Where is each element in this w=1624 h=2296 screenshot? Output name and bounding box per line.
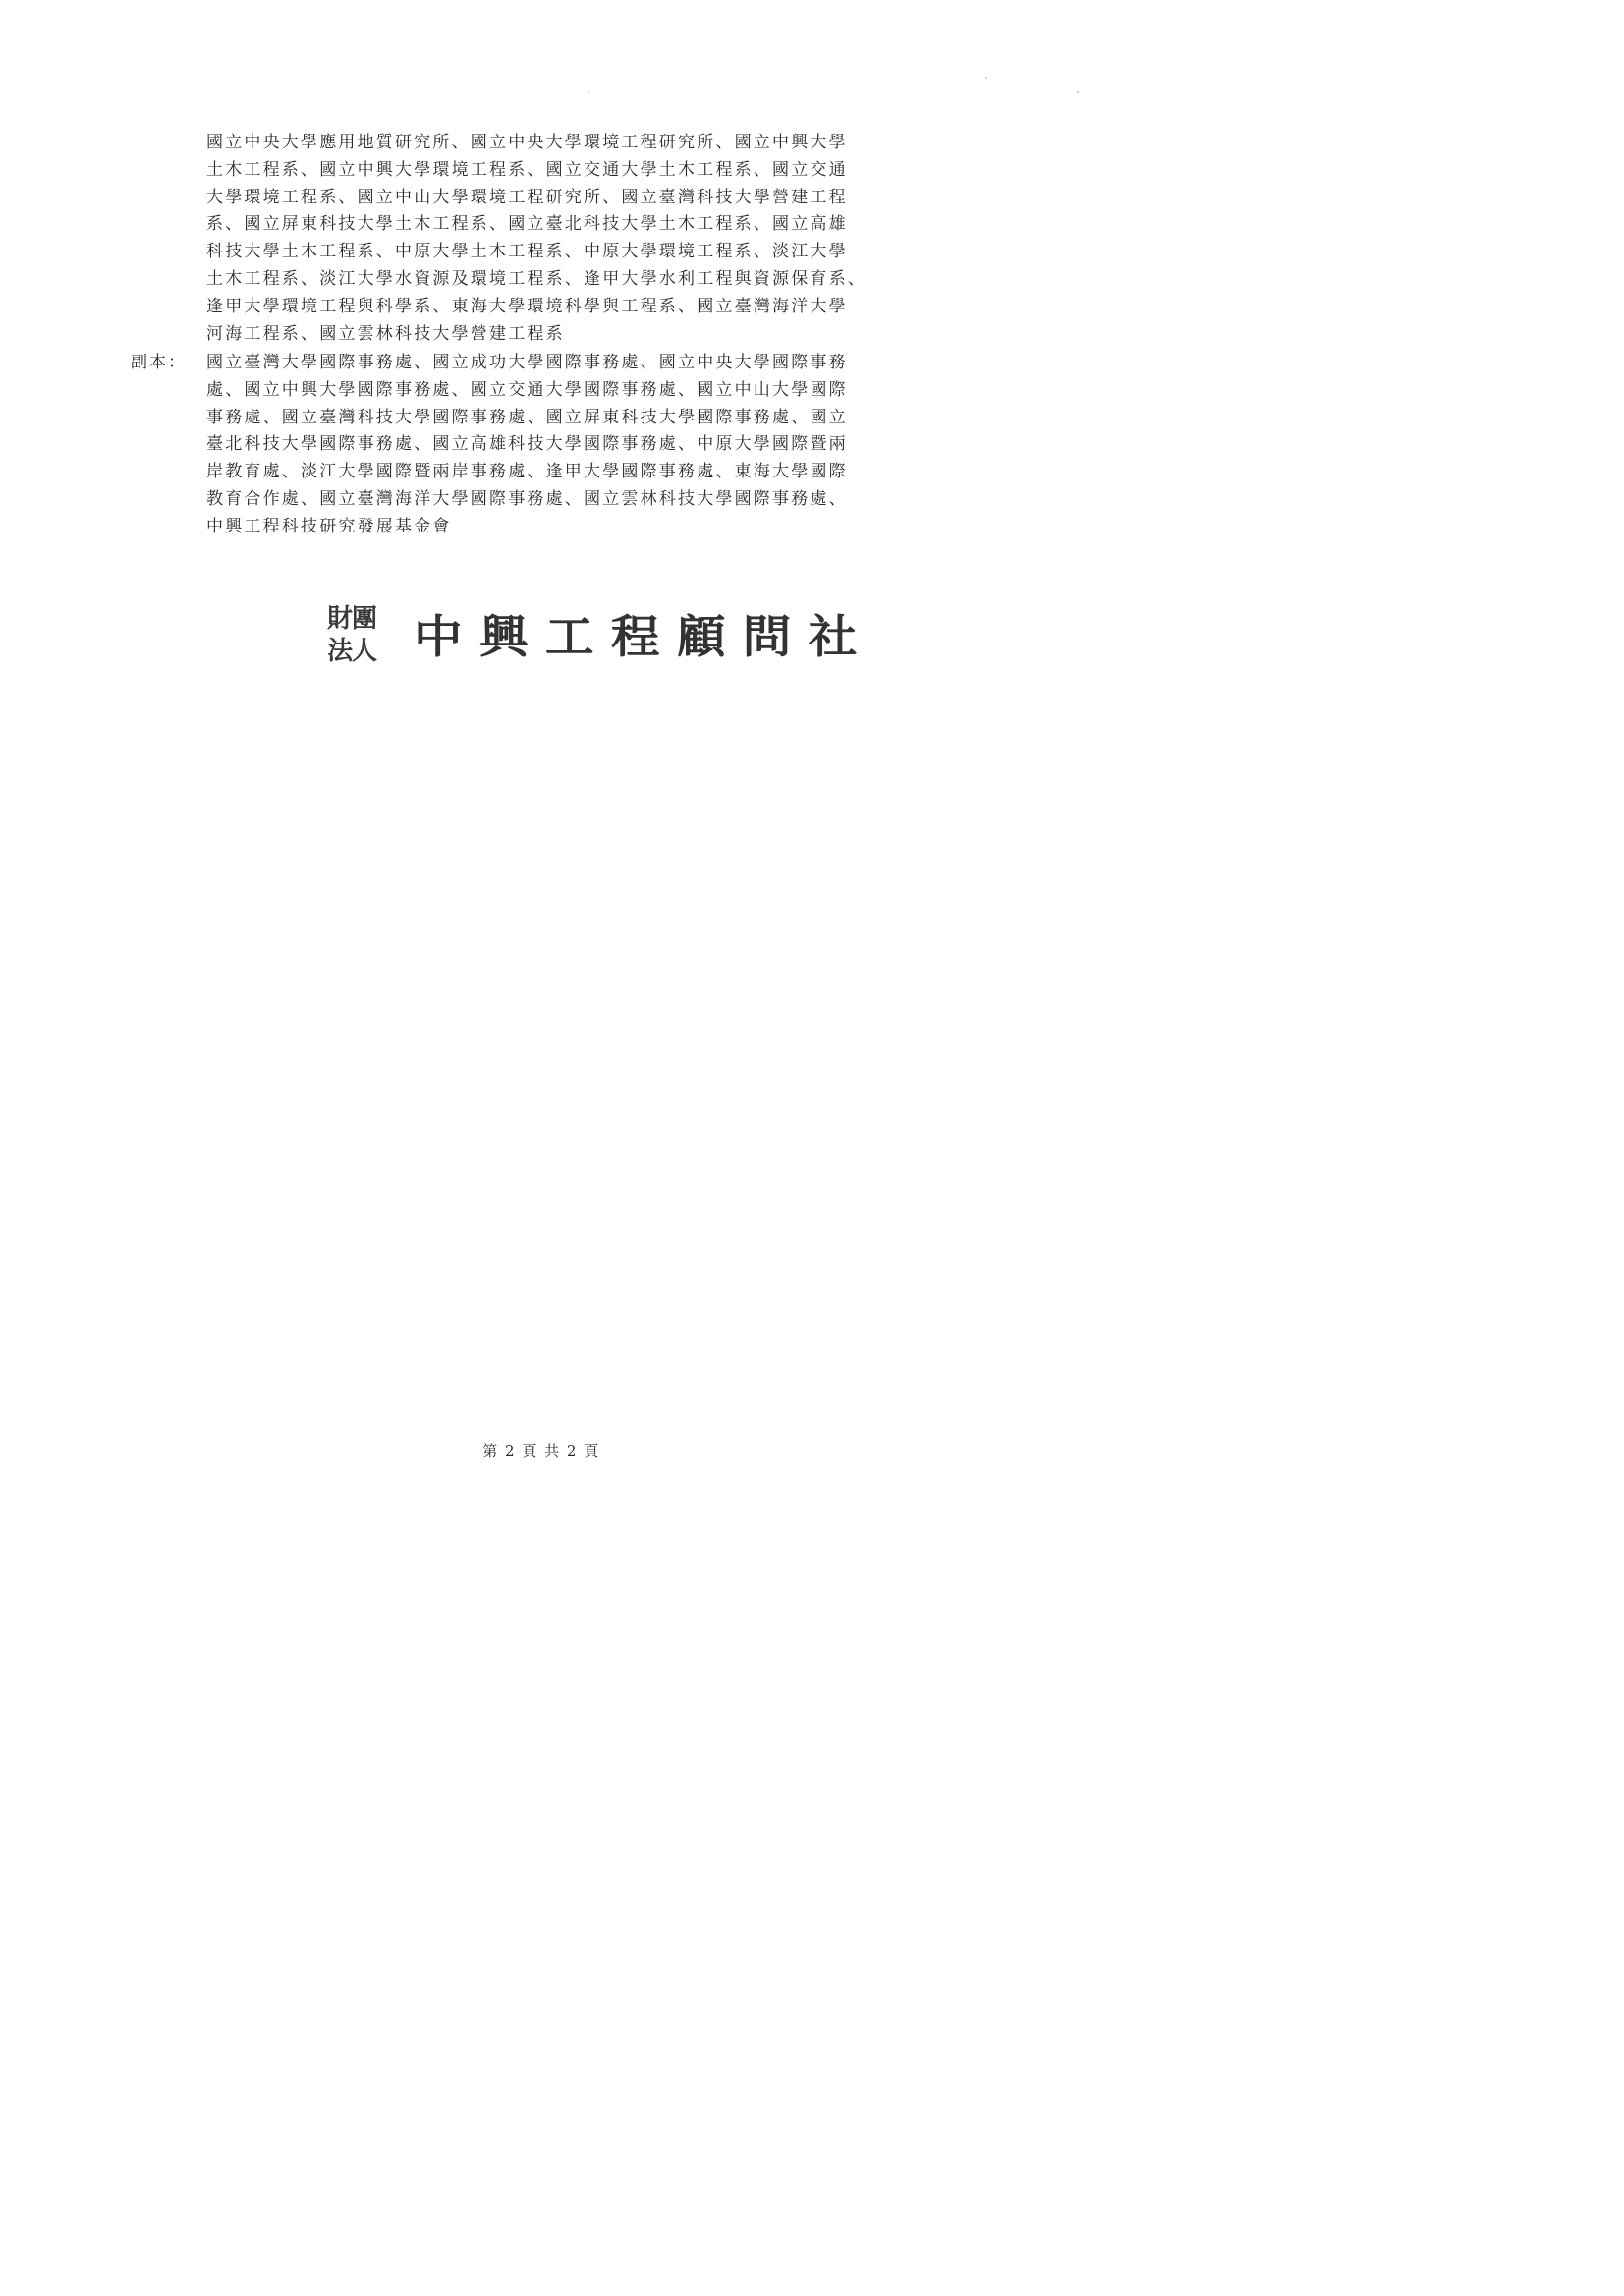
scan-speck xyxy=(588,91,589,93)
copy-to-line: 臺北科技大學國際事務處、國立高雄科技大學國際事務處、中原大學國際暨兩 xyxy=(206,434,848,455)
copy-to-line: 國立臺灣大學國際事務處、國立成功大學國際事務處、國立中央大學國際事務 xyxy=(206,353,848,372)
copy-to-line: 中興工程科技研究發展基金會 xyxy=(206,516,452,536)
copy-to-label: 副本： xyxy=(131,353,187,372)
page-indicator: 第 2 頁 共 2 頁 xyxy=(482,1442,600,1460)
document-page xyxy=(0,0,1083,1532)
recipient-line: 大學環境工程系、國立中山大學環境工程研究所、國立臺灣科技大學營建工程 xyxy=(206,187,848,207)
scan-speck xyxy=(985,77,987,79)
recipient-line: 土木工程系、淡江大學水資源及環境工程系、逢甲大學水利工程與資源保育系、 xyxy=(206,268,867,289)
copy-to-line: 岸教育處、淡江大學國際暨兩岸事務處、逢甲大學國際事務處、東海大學國際 xyxy=(206,462,848,482)
recipient-line: 系、國立屏東科技大學土木工程系、國立臺北科技大學土木工程系、國立高雄 xyxy=(206,214,848,235)
recipient-list xyxy=(206,130,953,348)
copy-to-line: 事務處、國立臺灣科技大學國際事務處、國立屏東科技大學國際事務處、國立 xyxy=(206,407,848,427)
copy-to-list xyxy=(206,350,953,541)
recipient-line: 國立中央大學應用地質研究所、國立中央大學環境工程研究所、國立中興大學 xyxy=(206,133,848,152)
copy-to-line: 教育合作處、國立臺灣海洋大學國際事務處、國立雲林科技大學國際事務處、 xyxy=(206,488,848,509)
scan-speck xyxy=(1077,91,1079,93)
recipient-line: 土木工程系、國立中興大學環境工程系、國立交通大學土木工程系、國立交通 xyxy=(206,159,848,180)
seal-prefix: 財團 法人 xyxy=(327,604,377,666)
seal-organization-name: 中興工程顧問社 xyxy=(414,610,874,663)
recipient-line: 逢甲大學環境工程與科學系、東海大學環境科學與工程系、國立臺灣海洋大學 xyxy=(206,296,848,316)
copy-to-line: 處、國立中興大學國際事務處、國立交通大學國際事務處、國立中山大學國際 xyxy=(206,379,848,400)
organization-seal xyxy=(327,601,874,676)
recipient-line: 科技大學土木工程系、中原大學土木工程系、中原大學環境工程系、淡江大學 xyxy=(206,242,848,262)
recipient-line: 河海工程系、國立雲林科技大學營建工程系 xyxy=(206,323,565,344)
